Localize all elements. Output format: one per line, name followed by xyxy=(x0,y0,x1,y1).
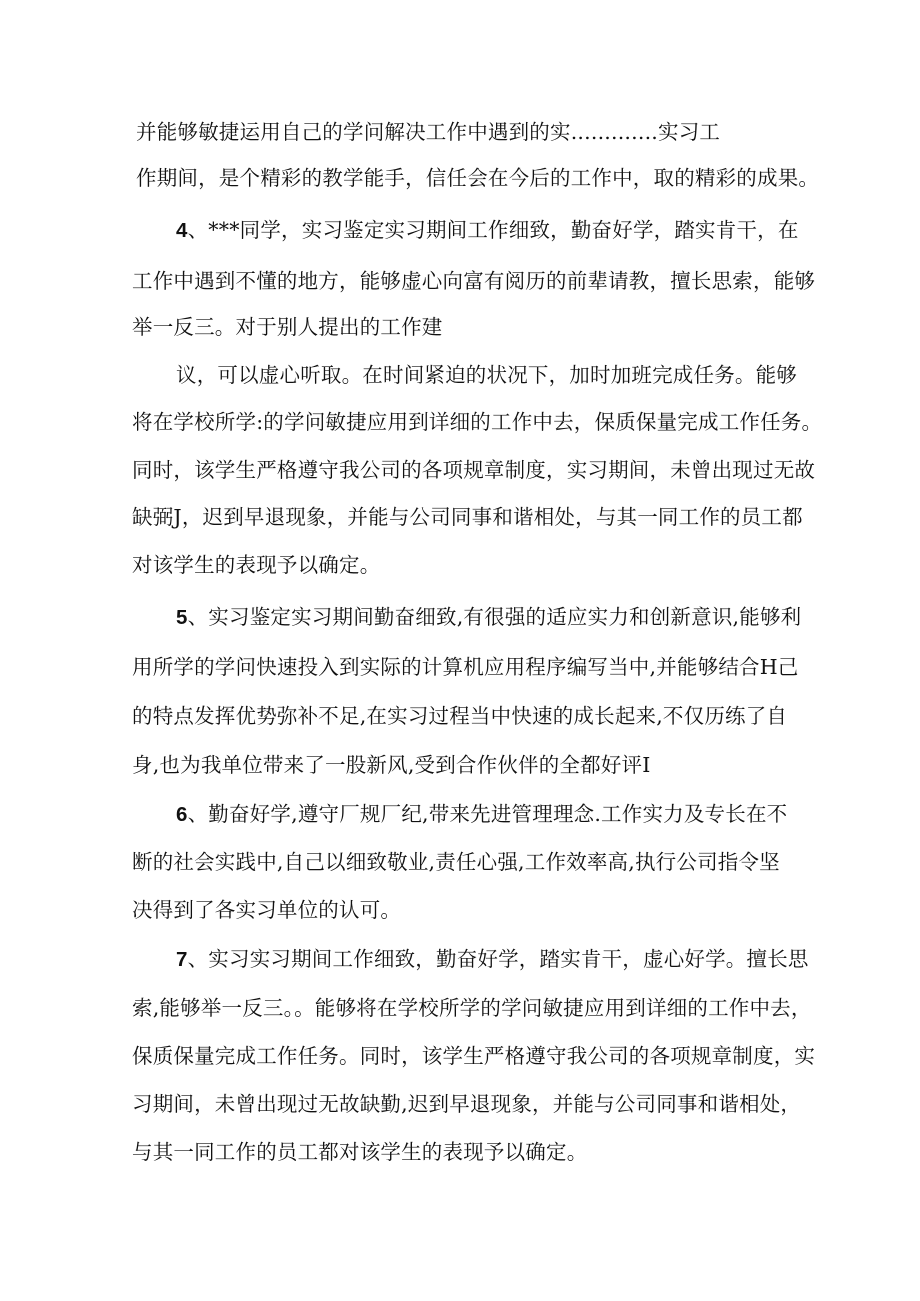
text-line xyxy=(176,216,799,245)
text-line: 保质保量完成工作任务。同时，该学生严格遵守我公司的各项规章制度，实 xyxy=(132,1044,816,1068)
text-line xyxy=(176,800,787,829)
text-line: 并能够敏捷运用自己的学问解决工作中遇到的实.............实习工 xyxy=(136,120,721,144)
text-line: 用所学的学问快速投入到实际的计算机应用程序编写当中,并能够结合H己 xyxy=(132,655,799,679)
paragraph-number: 6 xyxy=(176,803,188,826)
text-line: 身,也为我单位带来了一股新风,受到合作伙伴的全都好评I xyxy=(132,753,651,777)
text-span: 、实习鉴定实习期间勤奋细致,有很强的适应实力和创新意识,能够利 xyxy=(187,605,802,629)
paragraph-number: 4 xyxy=(176,219,188,242)
text-line: 的特点发挥优势弥补不足,在实习过程当中快速的成长起来,不仅历练了自 xyxy=(132,704,788,728)
text-line: 索,能够举一反三。。能够将在学校所学的学问敏捷应用到详细的工作中去， xyxy=(132,996,812,1020)
text-line: 决得到了各实习单位的认可。 xyxy=(132,898,402,922)
text-line: 缺弼J，迟到早退现象，并能与公司同事和谐相处，与其一同工作的员工都 xyxy=(132,505,803,529)
text-line: 作期间，是个精彩的教学能手，信任会在今后的工作中，取的精彩的成果。 xyxy=(136,166,820,190)
text-span: 、勤奋好学,遵守厂规厂纪,带来先进管理理念.工作实力及专长在不 xyxy=(187,802,788,826)
text-line: 举一反三。对于别人提出的工作建 xyxy=(132,315,443,339)
paragraph-number: 5 xyxy=(176,606,188,629)
text-line xyxy=(176,945,809,974)
text-line: 对该学生的表现予以确定。 xyxy=(132,553,381,577)
text-line: 断的社会实践中,自己以细致敬业,责任心强,工作效率高,执行公司指令坚 xyxy=(132,850,780,874)
text-line xyxy=(176,603,801,632)
paragraph-number: 7 xyxy=(176,948,188,971)
text-line: 习期间，未曾出现过无故缺勤,迟到早退现象，并能与公司同事和谐相处， xyxy=(132,1092,802,1116)
text-line: 工作中遇到不懂的地方，能够虚心向富有阅历的前辈请教，擅长思索，能够 xyxy=(132,269,816,293)
text-line: 同时，该学生严格遵守我公司的各项规章制度，实习期间，未曾出现过无故 xyxy=(132,458,816,482)
text-line: 与其一同工作的员工都对该学生的表现予以确定。 xyxy=(132,1140,588,1164)
text-span: 、***同学，实习鉴定实习期间工作细致，勤奋好学，踏实肯干，在 xyxy=(187,218,799,242)
text-line: 议，可以虚心听取。在时间紧迫的状况下，加时加班完成任务。能够 xyxy=(176,363,797,387)
text-line: 将在学校所学:的学问敏捷应用到详细的工作中去，保质保量完成工作任务。 xyxy=(132,410,823,434)
text-span: 、实习实习期间工作细致，勤奋好学，踏实肯干，虚心好学。擅长思 xyxy=(187,947,809,971)
